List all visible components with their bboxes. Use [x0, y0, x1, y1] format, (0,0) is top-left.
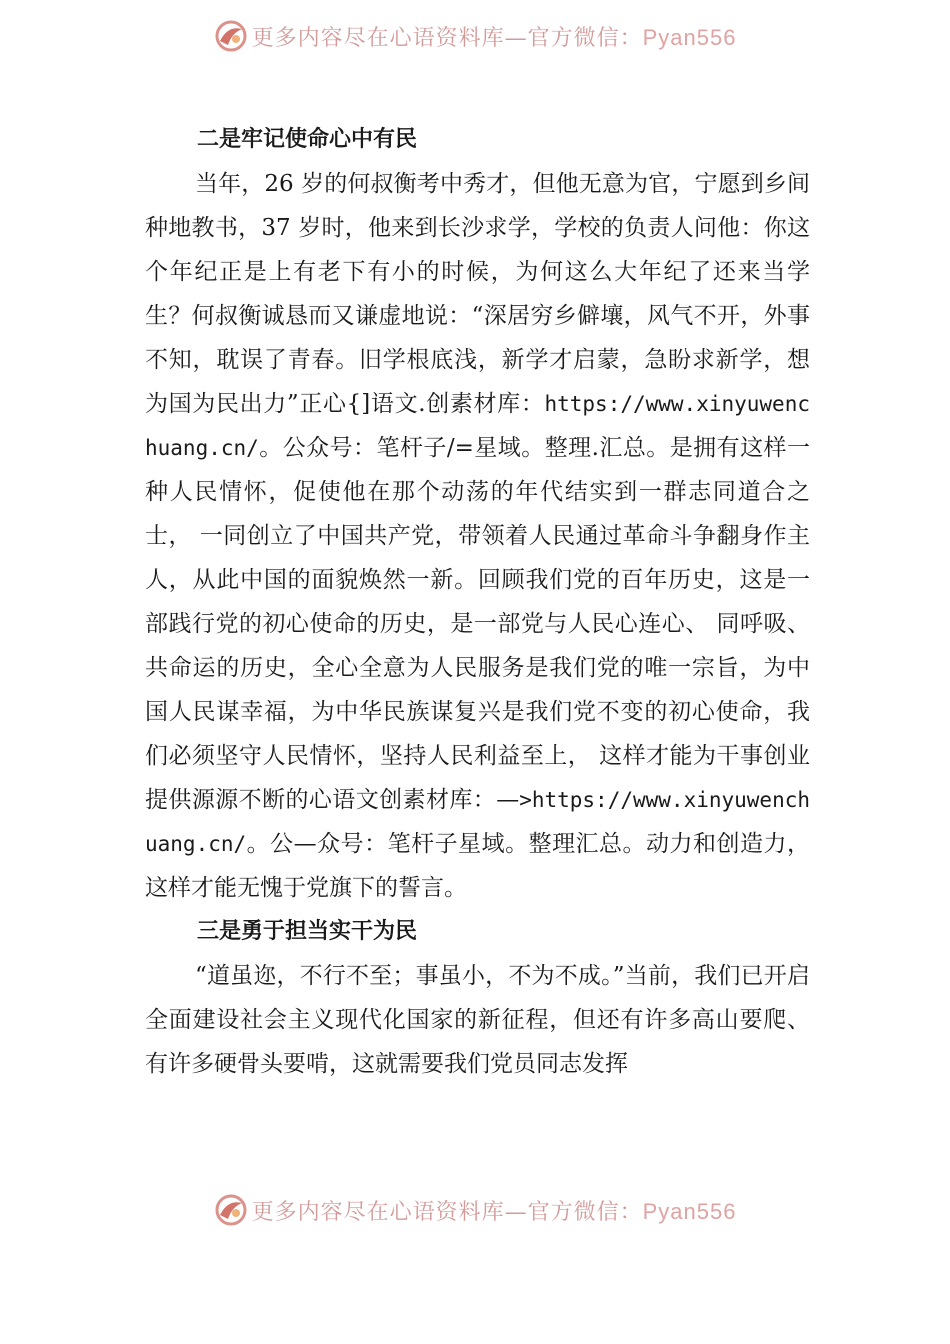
swirl-logo-icon — [214, 19, 248, 53]
paragraph-text: 。公众号：笔杆子/=星域。整理.汇总。是拥有这样一种人民情怀，促使他在那个动荡的年代结实到一群志同道合之士， 一同创立了中国共产党，带领着人民通过革命斗争翻身作主人，从此中国的面貌焕然一新。回顾我们党的百年历史，这是一部践行党的初心使命的历史，是一部党与人民心连心、 同呼吸、共命运的历史，全心全意为人民服务是我们党的唯一宗旨，为中国人民谋幸福，为中华民族谋复兴是我们党不变的初心使命，我们必须坚守人民情怀，坚持人民利益至上， 这样才能为干事创业提供源源不断的心语文创素材库：— — [145, 435, 810, 813]
banner-wechat-id: Pyan556 — [642, 1198, 737, 1224]
url-text: https://www.xinyuwenchuang.cn/ — [145, 392, 810, 460]
banner-text — [252, 21, 737, 52]
url-text: >https://www.xinyuwenchuang.cn/ — [145, 788, 810, 856]
banner-text — [252, 1195, 737, 1226]
footer-banner — [0, 1190, 950, 1230]
header-banner — [0, 16, 950, 56]
paragraph-text: 。公—众号：笔杆子星域。整理汇总。动力和创造力，这样才能无愧于党旗下的誓言。 — [145, 831, 810, 901]
section-heading: 三是勇于担当实干为民 — [197, 919, 418, 944]
document-body — [145, 118, 810, 1086]
swirl-logo-icon — [214, 1193, 248, 1227]
paragraph — [145, 162, 810, 910]
paragraph-text: 当年，26 岁的何叔衡考中秀才，但他无意为官，宁愿到乡间种地教书，37 岁时，他来到长沙求学，学校的负责人问他：你这个年纪正是上有老下有小的时候，为何这么大年纪了还来当学生？何叔衡诚恳而又谦虚地说：“深居穷乡僻壤，风气不开，外事不知，耽误了青春。旧学根底浅，新学才启蒙，急盼求新学，想为国为民出力”正心{]语文.创素材库： — [145, 171, 810, 417]
banner-label: 更多内容尽在心语资料库—官方微信： — [251, 25, 643, 51]
paragraph: “道虽迩，不行不至；事虽小，不为不成。”当前，我们已开启全面建设社会主义现代化国家的新征程，但还有许多高山要爬、有许多硬骨头要啃，这就需要我们党员同志发挥 — [145, 963, 810, 1077]
section-heading: 二是牢记使命心中有民 — [197, 127, 418, 152]
banner-label: 更多内容尽在心语资料库—官方微信： — [251, 1199, 643, 1225]
banner-wechat-id: Pyan556 — [642, 24, 737, 50]
